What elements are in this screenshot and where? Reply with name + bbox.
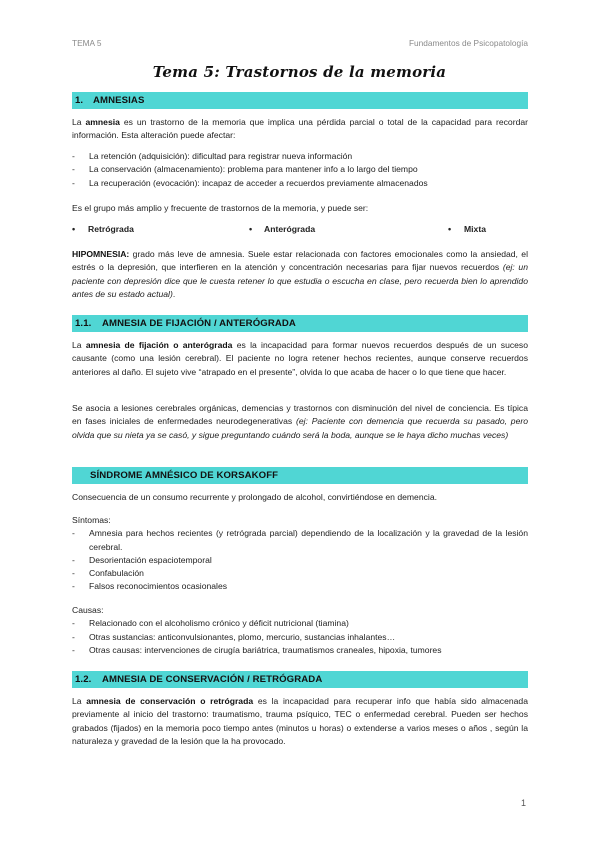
page-number: 1: [520, 798, 526, 808]
section-title: SÍNDROME AMNÉSICO DE KORSAKOFF: [90, 470, 279, 481]
list-item-text: Confabulación: [89, 568, 144, 579]
example-text: (ej: Paciente con demencia que recuerda su pasado, pero olvida que su nieta ya se casó, y sigue preguntando cuándo será la boda, aunque se le haya dicho muchas veces): [72, 416, 528, 440]
amnesia-intro: [72, 116, 528, 143]
section-number: 1.: [75, 95, 84, 106]
retrograde-definition: [72, 695, 528, 748]
list-item-text: Otras sustancias: anticonvulsionantes, plomo, mercurio, sustancias inhalantes…: [89, 631, 396, 642]
list-item: - Relacionado con el alcoholismo crónico y déficit nutricional (tiamina): [72, 618, 349, 629]
list-item: - La recuperación (evocación): incapaz de acceder a recuerdos previamente almacenados: [72, 177, 428, 188]
text-run: Se asocia a lesiones cerebrales orgánicas, demencias y trastornos con disminución del nivel de conciencia. Es típica en fases iniciales de enfermedades neurodegenerativas: [72, 403, 528, 427]
list-item-text: Falsos reconocimientos ocasionales: [89, 581, 228, 592]
list-item: - Confabulación: [72, 568, 144, 579]
type-anterograde: • Anterógrada: [249, 224, 316, 234]
list-item-text: La conservación (almacenamiento): problema para mantener info a lo largo del tiempo: [89, 164, 418, 175]
amnesia-group-text: [72, 202, 528, 215]
section-title: AMNESIA DE CONSERVACIÓN / RETRÓGRADA: [102, 674, 323, 685]
term-hipomnesia: HIPOMNESIA:: [72, 249, 130, 259]
list-item: - La retención (adquisición): dificultad para registrar nueva información: [72, 151, 353, 161]
amnesia-effects-list: [72, 150, 528, 190]
type-mixed: • Mixta: [448, 224, 486, 234]
term-anterograde: amnesia de fijación o anterógrada: [85, 340, 233, 350]
text-run: La: [72, 117, 86, 127]
korsakoff-symptoms: [72, 514, 528, 594]
paragraph: Consecuencia de un consumo recurrente y prolongado de alcohol, convirtiéndose en demencia.: [72, 492, 437, 502]
section-1-1-heading: [72, 315, 528, 332]
korsakoff-heading: [72, 467, 528, 484]
text-run: La: [72, 696, 87, 706]
page-title: Tema 5: Trastornos de la memoria: [152, 63, 447, 81]
header-course: Fundamentos de Psicopatología: [408, 38, 528, 48]
text-run: es un trastorno de la memoria que implica una pérdida parcial o total de la capacidad para recordar información. Esta alteración puede afectar:: [72, 117, 528, 141]
anterograde-association: [72, 402, 528, 442]
type-label: Mixta: [464, 224, 486, 234]
list-item: - Otras causas: intervenciones de cirugía bariátrica, traumatismos craneales, hipoxia, tumores: [72, 644, 442, 655]
term-amnesia: amnesia: [85, 117, 120, 127]
text-run: .: [172, 288, 176, 299]
anterograde-definition: [72, 339, 528, 379]
term-retrograde: amnesia de conservación o retrógrada: [86, 696, 254, 706]
text-run: es la incapacidad para recuperar info que había sido almacenada previamente al inicio del trastorno: traumatismo, trauma psíquico, TEC o enfermedad cerebral. Pueden ser hechos grabados (fijados) en la memoria poco tiempo antes (minutos u horas) o extenderse a varios meses o años , según la naturaleza y gravedad de la lesión que la ha provocado.: [72, 696, 528, 746]
list-item-text: Relacionado con el alcoholismo crónico y déficit nutricional (tiamina): [89, 618, 349, 629]
korsakoff-causes: [72, 604, 528, 657]
header-topic: TEMA 5: [72, 38, 102, 48]
list-item-text: Amnesia para hechos recientes (y retrógrada parcial) dependiendo de la localización y la gravedad de la lesión cerebral.: [89, 528, 528, 552]
example-text: (ej: un paciente con depresión dice que le cuesta retener lo que estudia o escucha en clase, pero recuerda bien lo aprendido antes de su estado actual): [72, 262, 528, 299]
section-1-heading: [72, 92, 528, 109]
list-item-text: La recuperación (evocación): incapaz de acceder a recuerdos previamente almacenados: [89, 177, 428, 188]
causes-label: Causas:: [72, 605, 104, 615]
text-run: es la incapacidad para formar nuevos recuerdos después de un suceso causante (como una lesión cerebral). El paciente no logra retener hechos recientes, aunque conserve recuerdos anteriores al daño. El sujeto vive “atrapado en el presente”, olvida lo que acaba de hacer o lo que tiene que hacer.: [72, 340, 528, 377]
korsakoff-intro: [72, 491, 528, 504]
list-item: - Otras sustancias: anticonvulsionantes, plomo, mercurio, sustancias inhalantes…: [72, 631, 396, 642]
hipomnesia-paragraph: [72, 248, 528, 301]
list-item: - La conservación (almacenamiento): problema para mantener info a lo largo del tiempo: [72, 164, 418, 175]
text-run: grado más leve de amnesia. Suele estar relacionada con factores emocionales como la ansiedad, el estrés o la depresión, que interfieren en la atención y concentración necesarias para fijar nuevos recuerdos: [72, 249, 528, 273]
list-item-text: Otras causas: intervenciones de cirugía bariátrica, traumatismos craneales, hipoxia, tumores: [89, 644, 442, 655]
type-label: Retrógrada: [88, 224, 134, 234]
section-title: AMNESIAS: [93, 95, 145, 106]
section-title: AMNESIA DE FIJACIÓN / ANTERÓGRADA: [102, 318, 296, 329]
paragraph: Es el grupo más amplio y frecuente de trastornos de la memoria, y puede ser:: [72, 203, 369, 213]
amnesia-types: [72, 224, 528, 238]
section-number: 1.2.: [75, 674, 92, 685]
section-1-2-heading: [72, 671, 528, 688]
list-item-text: Desorientación espaciotemporal: [89, 554, 212, 565]
section-number: 1.1.: [75, 318, 92, 329]
type-retrograde: • Retrógrada: [72, 224, 134, 234]
list-item: - Falsos reconocimientos ocasionales: [72, 581, 228, 592]
text-run: La: [72, 340, 86, 350]
list-item-text: La retención (adquisición): dificultad para registrar nueva información: [89, 151, 353, 161]
type-label: Anterógrada: [264, 224, 316, 234]
symptoms-label: Síntomas:: [72, 515, 111, 525]
list-item: - Desorientación espaciotemporal: [72, 554, 212, 565]
list-item: - Amnesia para hechos recientes (y retrógrada parcial) dependiendo de la localización y la gravedad de la lesión cerebral.: [72, 528, 528, 552]
